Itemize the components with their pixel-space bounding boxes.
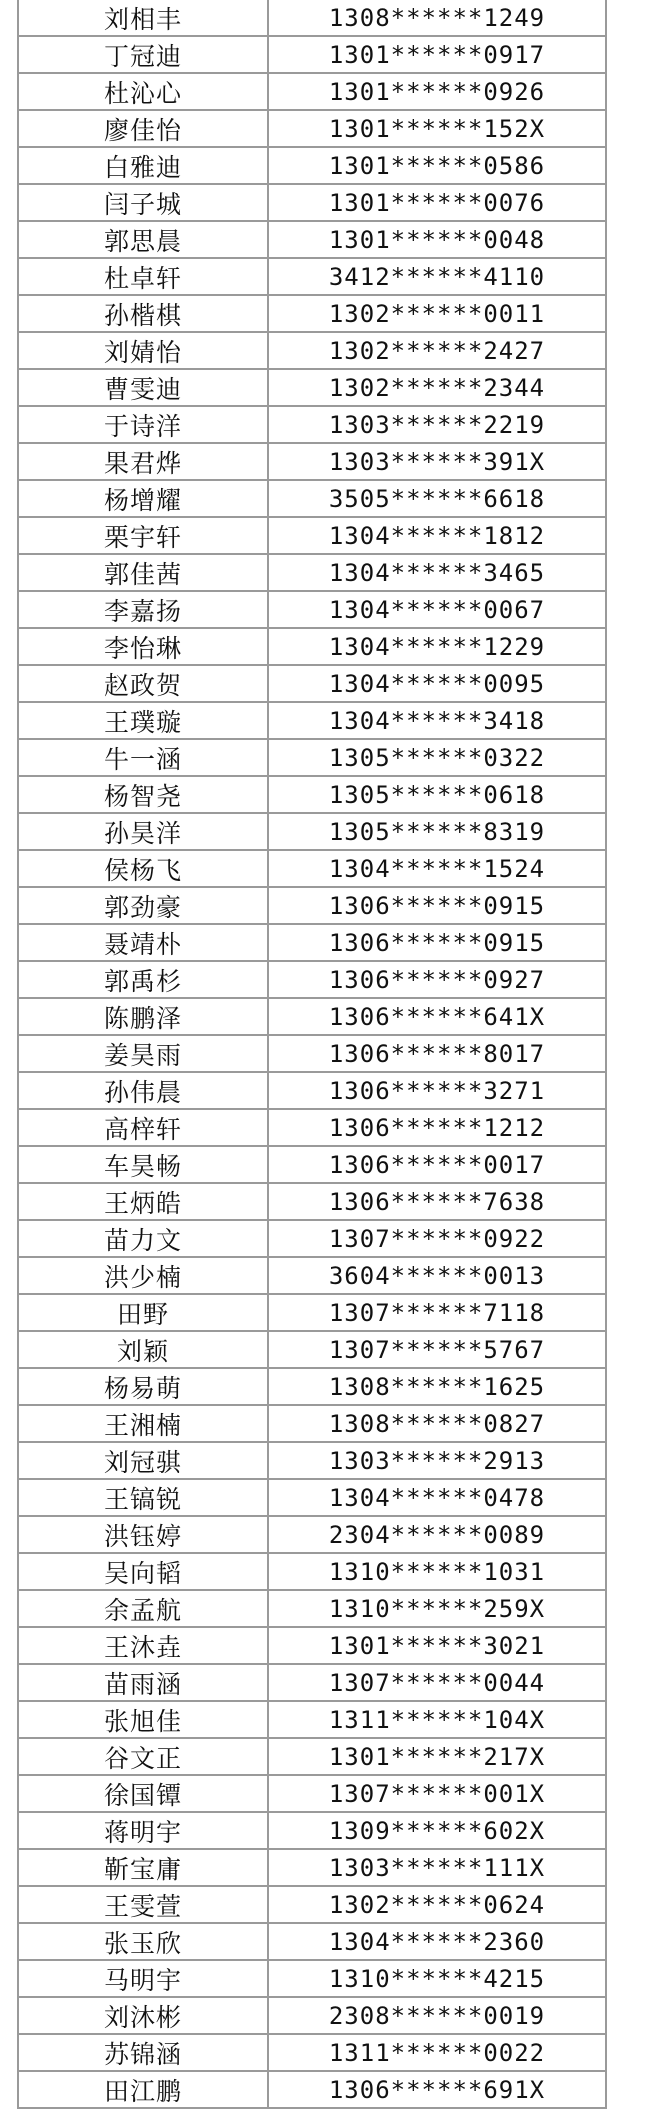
table-row <box>19 1110 605 1147</box>
table-row <box>19 1628 605 1665</box>
name-cell: 徐国镡 <box>19 1776 269 1811</box>
name-cell: 王雯萱 <box>19 1887 269 1922</box>
name-cell: 李嘉扬 <box>19 592 269 627</box>
name-cell: 杜卓轩 <box>19 259 269 294</box>
id-number-cell: 2308******0019 <box>328 2001 546 2030</box>
table-row <box>19 1147 605 1184</box>
table-row <box>19 444 605 481</box>
name-cell: 田野 <box>19 1295 269 1330</box>
table-row <box>19 1221 605 1258</box>
name-cell: 牛一涵 <box>19 740 269 775</box>
table-row <box>19 666 605 703</box>
table-row <box>19 185 605 222</box>
id-number-cell: 1301******0076 <box>328 188 546 217</box>
name-cell: 靳宝庸 <box>19 1850 269 1885</box>
id-number-cell: 1311******0022 <box>328 2038 546 2067</box>
table-row <box>19 1554 605 1591</box>
id-number-cell: 1310******1031 <box>328 1557 546 1586</box>
id-number-cell: 1306******0915 <box>328 928 546 957</box>
name-cell: 闫子城 <box>19 185 269 220</box>
id-number-cell: 1308******1249 <box>328 3 546 32</box>
name-cell: 孙伟晨 <box>19 1073 269 1108</box>
table-row <box>19 1480 605 1517</box>
id-number-cell: 1304******3465 <box>328 558 546 587</box>
id-number-cell: 1311******104X <box>328 1705 546 1734</box>
name-cell: 聂靖朴 <box>19 925 269 960</box>
id-number-cell: 1306******8017 <box>328 1039 546 1068</box>
name-cell: 吴向韬 <box>19 1554 269 1589</box>
id-number-cell: 1306******0915 <box>328 891 546 920</box>
name-cell: 高梓轩 <box>19 1110 269 1145</box>
table-row <box>19 1591 605 1628</box>
id-number-cell: 1303******2219 <box>328 410 546 439</box>
id-number-cell: 1302******2344 <box>328 373 546 402</box>
id-number-cell: 1305******0322 <box>328 743 546 772</box>
id-number-cell: 1310******4215 <box>328 1964 546 1993</box>
table-row <box>19 1739 605 1776</box>
id-number-cell: 1303******111X <box>328 1853 546 1882</box>
name-cell: 白雅迪 <box>19 148 269 183</box>
id-number-cell: 1307******001X <box>328 1779 546 1808</box>
name-cell: 廖佳怡 <box>19 111 269 146</box>
id-number-cell: 1306******1212 <box>328 1113 546 1142</box>
table-row <box>19 814 605 851</box>
name-cell: 刘婧怡 <box>19 333 269 368</box>
table-row <box>19 518 605 555</box>
table-row <box>19 74 605 111</box>
table-row <box>19 2072 605 2109</box>
table-row <box>19 1961 605 1998</box>
table-row <box>19 111 605 148</box>
table-row <box>19 222 605 259</box>
id-number-cell: 1301******0926 <box>328 77 546 106</box>
name-cell: 王沐垚 <box>19 1628 269 1663</box>
id-number-cell: 1307******7118 <box>328 1298 546 1327</box>
name-cell: 王湘楠 <box>19 1406 269 1441</box>
name-cell: 杨易萌 <box>19 1369 269 1404</box>
name-cell: 杜沁心 <box>19 74 269 109</box>
name-cell: 陈鹏泽 <box>19 999 269 1034</box>
id-number-cell: 1307******5767 <box>328 1335 546 1364</box>
table-row <box>19 2035 605 2072</box>
table-row <box>19 1665 605 1702</box>
id-number-cell: 1308******1625 <box>328 1372 546 1401</box>
table-row <box>19 1517 605 1554</box>
name-cell: 孙楷棋 <box>19 296 269 331</box>
id-number-cell: 1306******691X <box>328 2075 546 2104</box>
name-cell: 洪少楠 <box>19 1258 269 1293</box>
table-row <box>19 592 605 629</box>
id-number-cell: 1304******1812 <box>328 521 546 550</box>
id-number-cell: 3412******4110 <box>328 262 546 291</box>
name-cell: 张旭佳 <box>19 1702 269 1737</box>
id-number-cell: 1307******0922 <box>328 1224 546 1253</box>
id-number-cell: 1307******0044 <box>328 1668 546 1697</box>
id-number-cell: 1302******2427 <box>328 336 546 365</box>
name-cell: 杨智尧 <box>19 777 269 812</box>
id-number-cell: 1304******2360 <box>328 1927 546 1956</box>
name-cell: 郭劲豪 <box>19 888 269 923</box>
table-row <box>19 888 605 925</box>
name-cell: 刘沐彬 <box>19 1998 269 2033</box>
name-cell: 郭佳茜 <box>19 555 269 590</box>
id-number-cell: 1306******0927 <box>328 965 546 994</box>
table-row <box>19 851 605 888</box>
name-cell: 苏锦涵 <box>19 2035 269 2070</box>
id-number-cell: 1301******0917 <box>328 40 546 69</box>
id-number-cell: 1301******152X <box>328 114 546 143</box>
table-row <box>19 1295 605 1332</box>
name-cell: 于诗洋 <box>19 407 269 442</box>
name-cell: 果君烨 <box>19 444 269 479</box>
table-row <box>19 407 605 444</box>
name-cell: 赵政贺 <box>19 666 269 701</box>
table-row <box>19 1184 605 1221</box>
name-cell: 车昊畅 <box>19 1147 269 1182</box>
name-cell: 马明宇 <box>19 1961 269 1996</box>
id-number-cell: 1308******0827 <box>328 1409 546 1438</box>
name-cell: 王炳皓 <box>19 1184 269 1219</box>
table-row <box>19 1813 605 1850</box>
table-row <box>19 333 605 370</box>
table-row <box>19 481 605 518</box>
table-row <box>19 1887 605 1924</box>
table-row <box>19 555 605 592</box>
table-row <box>19 1702 605 1739</box>
id-number-cell: 1306******3271 <box>328 1076 546 1105</box>
name-id-table <box>17 0 607 2109</box>
table-row <box>19 1369 605 1406</box>
name-cell: 王璞璇 <box>19 703 269 738</box>
name-cell: 曹雯迪 <box>19 370 269 405</box>
name-cell: 姜昊雨 <box>19 1036 269 1071</box>
table-row <box>19 1998 605 2035</box>
table-row <box>19 740 605 777</box>
id-number-cell: 1306******641X <box>328 1002 546 1031</box>
id-number-cell: 1301******0586 <box>328 151 546 180</box>
table-row <box>19 1258 605 1295</box>
id-number-cell: 1304******1229 <box>328 632 546 661</box>
name-cell: 张玉欣 <box>19 1924 269 1959</box>
id-number-cell: 1303******2913 <box>328 1446 546 1475</box>
id-number-cell: 1304******1524 <box>328 854 546 883</box>
table-row <box>19 0 605 37</box>
id-number-cell: 1304******3418 <box>328 706 546 735</box>
name-cell: 王镐锐 <box>19 1480 269 1515</box>
name-cell: 谷文正 <box>19 1739 269 1774</box>
id-number-cell: 1301******3021 <box>328 1631 546 1660</box>
name-cell: 郭禹杉 <box>19 962 269 997</box>
id-number-cell: 1301******0048 <box>328 225 546 254</box>
id-number-cell: 1305******8319 <box>328 817 546 846</box>
id-number-cell: 1305******0618 <box>328 780 546 809</box>
id-number-cell: 1303******391X <box>328 447 546 476</box>
table-row <box>19 1924 605 1961</box>
name-cell: 丁冠迪 <box>19 37 269 72</box>
table-row <box>19 777 605 814</box>
id-number-cell: 1301******217X <box>328 1742 546 1771</box>
id-number-cell: 1302******0011 <box>328 299 546 328</box>
table-row <box>19 296 605 333</box>
id-number-cell: 1310******259X <box>328 1594 546 1623</box>
id-number-cell: 1304******0095 <box>328 669 546 698</box>
table-row <box>19 999 605 1036</box>
name-cell: 刘冠骐 <box>19 1443 269 1478</box>
table-row <box>19 1332 605 1369</box>
table-row <box>19 962 605 999</box>
name-cell: 杨增耀 <box>19 481 269 516</box>
name-cell: 洪钰婷 <box>19 1517 269 1552</box>
name-cell: 余孟航 <box>19 1591 269 1626</box>
table-row <box>19 148 605 185</box>
id-number-cell: 1306******0017 <box>328 1150 546 1179</box>
table-row <box>19 1776 605 1813</box>
id-number-cell: 3604******0013 <box>328 1261 546 1290</box>
table-row <box>19 925 605 962</box>
table-row <box>19 1406 605 1443</box>
name-cell: 刘相丰 <box>19 0 269 35</box>
name-cell: 田江鹏 <box>19 2072 269 2107</box>
id-number-cell: 1306******7638 <box>328 1187 546 1216</box>
name-cell: 刘颖 <box>19 1332 269 1367</box>
table-row <box>19 1850 605 1887</box>
id-number-cell: 1302******0624 <box>328 1890 546 1919</box>
table-row <box>19 37 605 74</box>
table-row <box>19 1036 605 1073</box>
table-row <box>19 259 605 296</box>
table-row <box>19 1443 605 1480</box>
name-cell: 李怡琳 <box>19 629 269 664</box>
id-number-cell: 1304******0478 <box>328 1483 546 1512</box>
table-row <box>19 703 605 740</box>
name-cell: 郭思晨 <box>19 222 269 257</box>
table-row <box>19 370 605 407</box>
id-number-cell: 1304******0067 <box>328 595 546 624</box>
table-row <box>19 1073 605 1110</box>
name-cell: 孙昊洋 <box>19 814 269 849</box>
name-cell: 栗宇轩 <box>19 518 269 553</box>
name-cell: 侯杨飞 <box>19 851 269 886</box>
id-number-cell: 1309******602X <box>328 1816 546 1845</box>
name-cell: 苗雨涵 <box>19 1665 269 1700</box>
id-number-cell: 2304******0089 <box>328 1520 546 1549</box>
name-cell: 蒋明宇 <box>19 1813 269 1848</box>
name-cell: 苗力文 <box>19 1221 269 1256</box>
id-number-cell: 3505******6618 <box>328 484 546 513</box>
table-row <box>19 629 605 666</box>
